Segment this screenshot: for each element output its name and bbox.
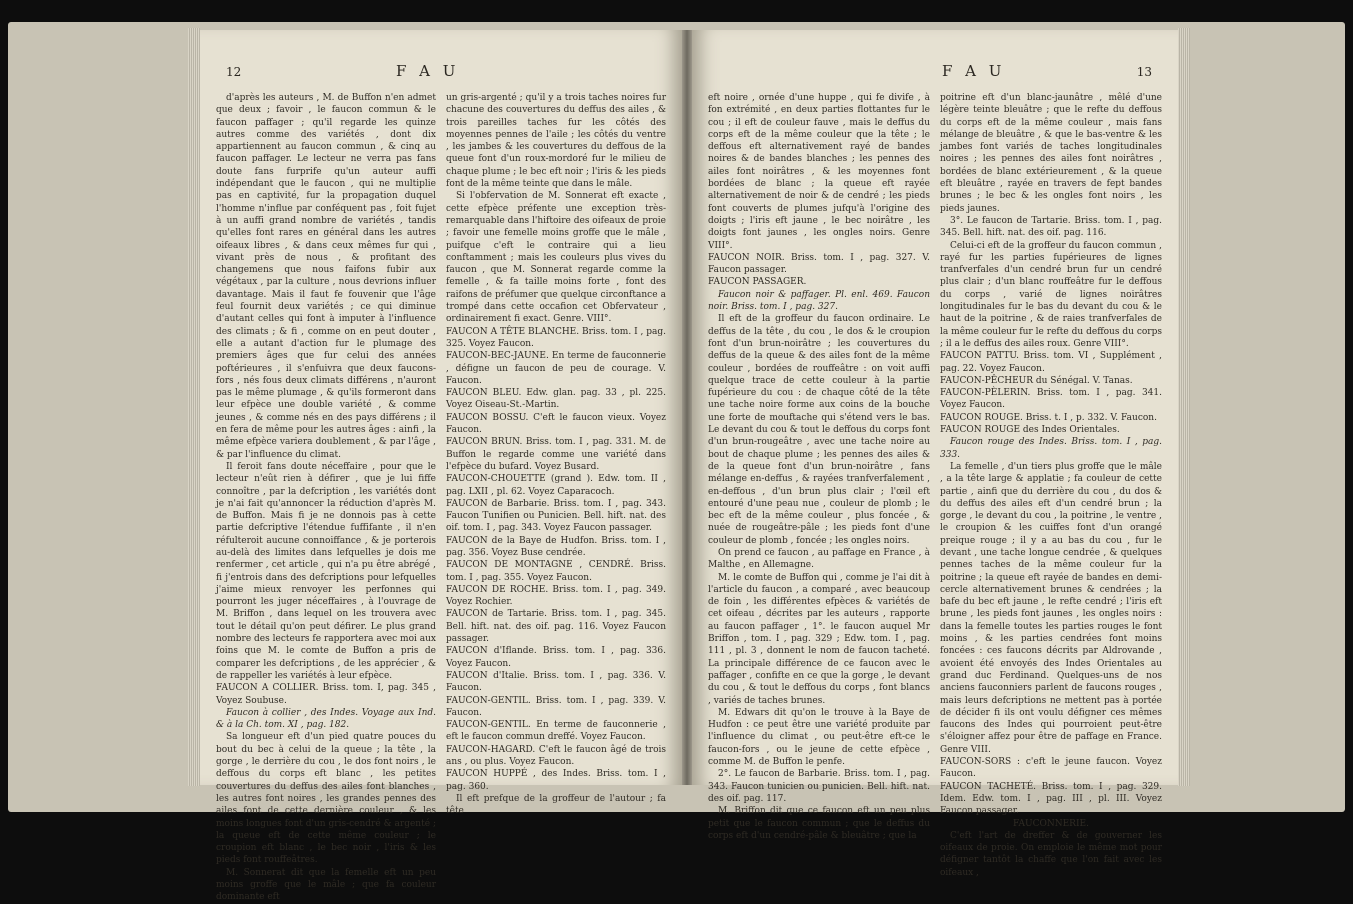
paragraph: un gris-argenté ; qu'il y a trois taches noires fur chacune des couvertures du deffus des ailes , & trois pareilles taches fur les côtés des moyennes pennes de l'aile ; les côtés du ventre , les jambes & les couvertures du deffous de la queue font d'un roux-mordoré fur le milieu de chaque plume ; le bec eft noir ; l'iris & les pieds font de la même teinte que dans le mâle.	[446, 93, 666, 190]
right-running-head: F A U	[942, 62, 1006, 80]
entry: FAUCON-BEC-JAUNE. En terme de fauconnerie , défigne un faucon de peu de courage. V. Faucon.	[446, 351, 666, 386]
entry-heading: FAUCON PASSAGER.	[708, 277, 807, 288]
left-column-2	[446, 92, 666, 817]
left-running-header	[200, 62, 682, 82]
paragraph: poitrine eft d'un blanc-jaunâtre , mêlé d'une légère teinte bleuâtre ; que le refte du deffous du corps eft de la même couleur , mais fans mélange de bleuâtre , & que le bas-ventre & les jambes font variés de taches longitudinales noires ; les pennes des ailes font noirâtres , bordées de blanc extérieurement , & la queue eft bleuâtre , rayée en travers de fept bandes brunes ; le bec & les ongles font noirs , les pieds jaunes.	[940, 93, 1162, 214]
paragraph: Faucon à collier , des Indes. Voyage aux Ind. & à la Ch. tom. XI , pag. 182.	[216, 707, 436, 731]
entry: FAUCON de Tartarie. Briss. tom. I , pag. 345. Bell. hift. nat. des oif. pag. 116. Voyez Faucon passager.	[446, 609, 666, 645]
paragraph: eft noire , ornée d'une huppe , qui fe divife , à fon extrémité , en deux parties flottantes fur le cou ; il eft de couleur fauve , mais le deffus du corps eft de la même couleur que la tête ; le deffous eft alternativement rayé de bandes noires & de bandes blanches ; les pennes des ailes font noirâtres , & les moyennes font bordées de blanc ; la queue eft rayée alternativement de noir & de cendré ; les pieds font couverts de plumes jufqu'à l'origine des doigts ; l'iris eft jaune , le bec noirâtre , les doigts font jaunes , les ongles noirs. Genre VIII°.	[708, 93, 930, 251]
entry: FAUCON BLEU. Edw. glan. pag. 33 , pl. 225. Voyez Oiseau-St.-Martin.	[446, 388, 666, 411]
entry: FAUCON DE ROCHE. Briss. tom. I , pag. 349. Voyez Rochier.	[446, 584, 666, 608]
paragraph: La femelle , d'un tiers plus groffe que le mâle , a la tête large & applatie ; fa couleur de cette partie , ainfi que du derrière du cou , du dos & du deffus des ailes eft d'un cendré brun ; la gorge , le devant du cou , la poitrine , le ventre , le croupion & les cuiffes font d'un orangé preique rouge ; il y a au bas du cou , fur le devant , une tache longue cendrée , & quelques pennes taches de la même couleur fur la poitrine ; la queue eft rayée de bandes en demi-cercle alternativement brunes & cendrées ; la bafe du bec eft jaune , le refte cendré ; l'iris eft brune , les pieds font jaunes , les ongles noirs : dans la femelle toutes les parties rouges le font moins , & les parties cendrées font moins foncées : ces faucons décrits par Aldrovande , avoient été envoyés des Indes Orientales au grand duc Ferdinand. Quelques-uns de nos anciens fauconniers parlent de faucons rouges , mais leurs defcriptions ne mettent pas à portée de décider fi ils ont voulu défigner ces mêmes faucons des Indes qui pourroient peut-être s'éloigner affez pour être de paffage en France. Genre VIII.	[940, 461, 1162, 755]
entry: FAUCON-GENTIL. Briss. tom. I , pag. 339. V. Faucon.	[446, 695, 666, 718]
entry: FAUCON PATTU. Briss. tom. VI , Supplément , pag. 22. Voyez Faucon.	[940, 351, 1162, 374]
paragraph: M. Sonnerat dit que la femelle eft un peu moins groffe que le mâle ; que fa couleur dominante eft	[216, 867, 436, 903]
left-page	[200, 30, 682, 903]
left-running-head: F A U	[396, 62, 460, 80]
paragraph: Faucon noir & paffager. Pl. enl. 469. Faucon noir. Briss. tom. I , pag. 327.	[708, 289, 930, 313]
entry: FAUCON ROUGE. Briss. t. I , p. 332. V. Faucon.	[940, 412, 1157, 423]
paragraph: Celui-ci eft de la groffeur du faucon commun , rayé fur les parties fupérieures de lignes tranfverfales d'un cendré brun fur un cendré plus clair ; d'un blanc rouffeâtre fur le deffous du corps , varié de lignes noirâtres longitudinales fur le bas du devant du cou & le haut de la poitrine , & de raies tranfverfales de la même couleur fur le refte du deffous du corps ; il a le deffus des ailes roux. Genre VIII°.	[940, 240, 1162, 349]
entry: FAUCON-SORS : c'eft le jeune faucon. Voyez Faucon.	[940, 757, 1162, 780]
page-edges-left	[188, 28, 200, 786]
entry: FAUCON A TÊTE BLANCHE. Briss. tom. I , pag. 325. Voyez Faucon.	[446, 326, 666, 349]
entry: FAUCON-HAGARD. C'eft le faucon âgé de trois ans , ou plus. Voyez Faucon.	[446, 744, 666, 768]
paragraph: 2°. Le faucon de Barbarie. Briss. tom. I , pag. 343. Faucon tunicien ou punicien. Bell. hift. nat. des oif. pag. 117.	[708, 769, 930, 804]
paragraph: Il eft prefque de la groffeur de l'autour ; fa tête	[446, 793, 666, 817]
entry: FAUCON de la Baye de Hudfon. Briss. tom. I , pag. 356. Voyez Buse cendrée.	[446, 535, 666, 558]
paragraph: Il eft de la groffeur du faucon ordinaire. Le deffus de la tête , du cou , le dos & le croupion font d'un brun-noirâtre ; les couvertures du deffus de la queue & des ailes font de la même couleur , bordées de rouffeâtre : on voit auffi quelque trace de cette couleur à la partie fupérieure du cou : de chaque côté de la tête une tache noire forme aux coins de la bouche une forte de mouftache qui s'étend vers le bas. Le devant du cou & tout le deffous du corps font d'un brun-rougeâtre , avec une tache noire au bout de chaque plume ; les pennes des ailes & de la queue font d'un brun-noirâtre , fans mélange en-deffus , & rayées tranfverfalement , en-deffous , d'un brun plus clair ; l'œil eft entouré d'une peau nue , couleur de plomb ; le bec eft de la même couleur , plus foncée , & nuée de rougeâtre-pâle ; les pieds font d'une couleur de plomb , foncée ; les ongles noirs.	[708, 314, 930, 546]
entry: FAUCON d'Iflande. Briss. tom. I , pag. 336. Voyez Faucon.	[446, 646, 666, 669]
paragraph: 3°. Le faucon de Tartarie. Briss. tom. I , pag. 345. Bell. hift. nat. des oif. pag. 116.	[940, 215, 1162, 239]
paragraph: C'eft l'art de dreffer & de gouverner les oifeaux de proie. On emploie le même mot pour défigner tantôt la chaffe que l'on fait avec les oifeaux ,	[940, 830, 1162, 878]
paragraph: Sa longueur eft d'un pied quatre pouces du bout du bec à celui de la queue ; la tête , la gorge , le derrière du cou , le dos font noirs , le deffous du corps eft blanc , les petites couvertures du deffus des ailes font blanches , les autres font noires , les grandes pennes des ailes font de cette dernière couleur , & les moins longues font d'un gris-cendré & argenté ; la queue eft de cette même couleur ; le croupion eft blanc , le bec noir , l'iris & les pieds font rouffeâtres.	[216, 732, 436, 866]
book-gutter	[682, 30, 692, 785]
entry: FAUCON BOSSU. C'eft le faucon vieux. Voyez Faucon.	[446, 412, 666, 436]
paragraph: M. Edwars dit qu'on le trouve à la Baye de Hudfon : ce peut être une variété produite par l'influence du climat , ou peut-être eft-ce le faucon-fors , ou le jeune de cette efpèce , comme M. de Buffon le penfe.	[708, 707, 930, 768]
paragraph: M. le comte de Buffon qui , comme je l'ai dit à l'article du faucon , a comparé , avec beaucoup de foin , les différentes efpèces & variétés de cet oifeau , décrites par les auteurs , rapporte au faucon paffager , 1°. le faucon auquel Mr Briffon , tom. I , pag. 329 ; Edw. tom. I , pag. 111 , pl. 3 , donnent le nom de faucon tacheté. La principale différence de ce faucon avec le paffager , confifte en ce que la gorge , le devant du cou , & tout le deffous du corps , font blancs , variés de taches brunes.	[708, 572, 930, 706]
paragraph: Il feroit fans doute néceffaire , pour que le lecteur n'eût rien à défirer , que je lui fiffe connoître , par la defcription , les variétés dont je n'ai fait qu'annoncer la réduction d'après M. de Buffon. Mais fi je ne donnois pas à cette partie defcriptive l'étendue fuffifante , il n'en réfulteroit aucune connoiffance , & je porterois au-delà des limites dans lefquelles je dois me renfermer , cet article , qui n'a pu être abrégé , fi j'entrois dans des defcriptions pour lefquelles j'aime mieux renvoyer les perfonnes qui pourront les juger néceffaires , à l'ouvrage de M. Briffon , dans lequel on les trouvera avec tout le détail qu'on peut défirer. Le plus grand nombre des lecteurs fe rapportera avec moi aux foins que M. le comte de Buffon a pris de comparer les defcriptions , de les apprécier , & de rappeller les variétés à leur efpèce.	[216, 461, 436, 681]
right-page-number: 13	[1136, 65, 1152, 79]
entry: FAUCON-PÊCHEUR du Sénégal. V. Tanas.	[940, 375, 1133, 386]
left-page-number: 12	[226, 65, 242, 79]
entry: FAUCON-CHOUETTE (grand ). Edw. tom. II , pag. LXII , pl. 62. Voyez Caparacoch.	[446, 474, 666, 497]
entry-heading: FAUCONNERIE.	[1013, 818, 1089, 829]
entry: FAUCON d'Italie. Briss. tom. I , pag. 336. V. Faucon.	[446, 670, 666, 694]
entry: FAUCON de Barbarie. Briss. tom. I , pag. 343. Faucon Tunifien ou Punicien. Bell. hift. nat. des oif. tom. I , pag. 343. Voyez Faucon passager.	[446, 498, 666, 534]
right-page	[692, 30, 1178, 878]
entry: FAUCON TACHETÉ. Briss. tom. I , pag. 329. Idem. Edw. tom. I , pag. III , pl. III. Voyez Faucon passager.	[940, 781, 1162, 817]
entry: FAUCON A COLLIER. Briss. tom. I, pag. 345 , Voyez Soubuse.	[216, 683, 436, 706]
right-column-1	[708, 92, 930, 841]
paragraph: M. Briffon dit que ce faucon eft un peu plus petit que le faucon commun ; que le deffus du corps eft d'un cendré-pâle & bleuâtre ; que la	[708, 806, 930, 841]
right-column-2	[940, 92, 1162, 878]
paragraph: Si l'obfervation de M. Sonnerat eft exacte , cette efpèce préfente une exception très-remarquable dans l'hiftoire des oifeaux de proie ; favoir une femelle moins groffe que le mâle , puifque c'eft le contraire qui a lieu conftamment ; mais les couleurs plus vives du faucon , que M. Sonnerat regarde comme la femelle , & fa taille moins forte , font des raifons de préfumer que quelque circonftance a trompé dans cette occafion cet Obfervateur , ordinairement fi exact. Genre. VIII°.	[446, 191, 666, 325]
entry: FAUCON ROUGE des Indes Orientales.	[940, 425, 1120, 436]
left-column-1	[216, 92, 436, 903]
paragraph: d'après les auteurs , M. de Buffon n'en admet que deux ; favoir , le faucon commun & le faucon paffager ; qu'il regarde les quinze autres comme des variétés , dont dix appartiennent au faucon commun , & cinq au faucon paffager. Le lecteur ne verra pas fans doute fans furprife qu'un auteur auffi indépendant que le faucon , qui ne multiplie pas en captivité, fur la propagation duquel l'homme n'influe par conféquent pas , foit fujet à un auffi grand nombre de variétés , tandis qu'elles font rares en général dans les autres oifeaux libres , & dans ceux mêmes fur qui , vivant près de nous , & profitant des changemens que nous faifons fubir aux végétaux , par la culture , nous devrions influer davantage. Mais il faut fe fouvenir que l'âge feul fournit deux variétés ; ce qui diminue d'autant celles qui font à imputer à l'influence des climats ; & fi , comme on en peut douter , elle a autant d'action fur le plumage des premiers âges que fur celui des années poftérieures , il s'enfuivra que deux faucons-fors , nés fous deux climats différens , n'auront pas le même plumage , & qu'ils formeront dans leur efpèce une double variété , & comme jeunes , & comme nés en des pays différens ; il en fera de même pour les autres âges : ainfi , la même efpèce variera doublement , & par l'âge , & par l'influence du climat.	[216, 93, 436, 460]
paragraph: Faucon rouge des Indes. Briss. tom. I , pag. 333.	[940, 437, 1162, 460]
entry: FAUCON HUPPÉ , des Indes. Briss. tom. I , pag. 360.	[446, 769, 666, 792]
entry: FAUCON DE MONTAGNE , CENDRÉ. Briss. tom. I , pag. 355. Voyez Faucon.	[446, 560, 666, 583]
paragraph: On prend ce faucon , au paffage en France , à Malthe , en Allemagne.	[708, 547, 930, 571]
entry: FAUCON BRUN. Briss. tom. I , pag. 331. M. de Buffon le regarde comme une variété dans l'efpèce du bufard. Voyez Busard.	[446, 437, 666, 472]
entry: FAUCON-GENTIL. En terme de fauconnerie , eft le faucon commun dreffé. Voyez Faucon.	[446, 720, 666, 743]
right-running-header	[692, 62, 1178, 82]
entry: FAUCON-PÈLERIN. Briss. tom. I , pag. 341. Voyez Faucon.	[940, 388, 1162, 411]
entry: FAUCON NOIR. Briss. tom. I , pag. 327. V. Faucon passager.	[708, 252, 930, 276]
page-edges-right	[1178, 28, 1190, 786]
